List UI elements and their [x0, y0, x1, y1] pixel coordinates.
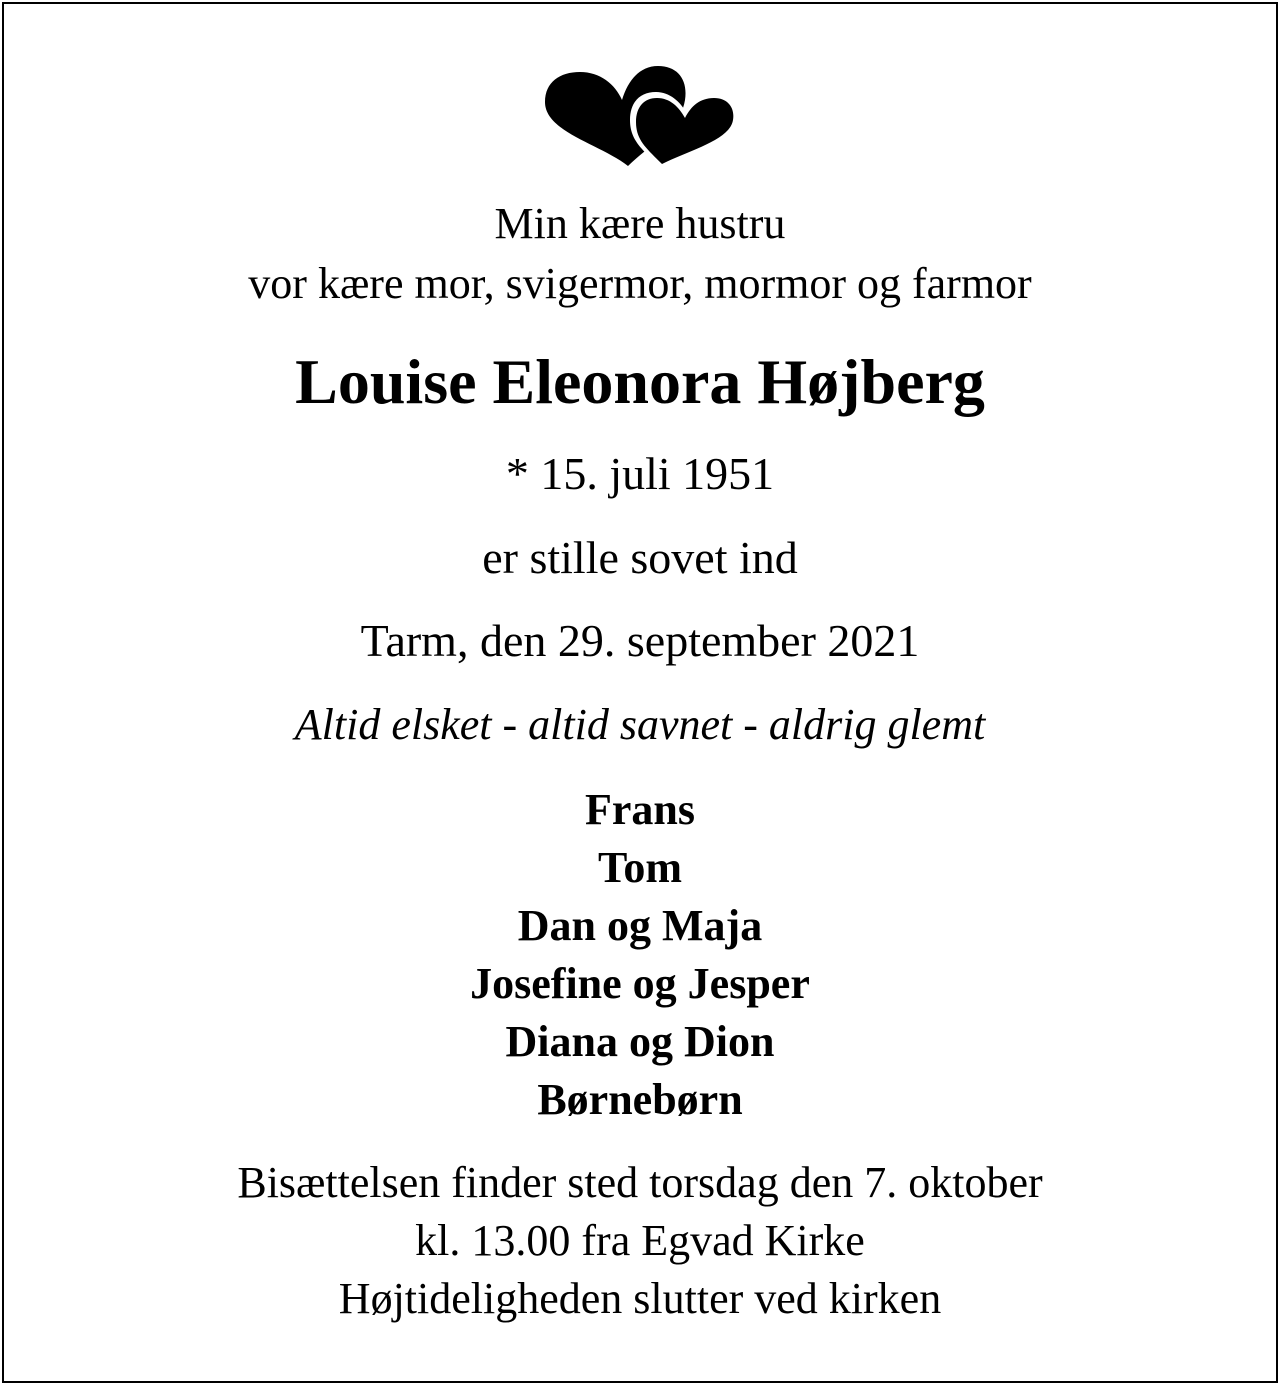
- family-member: Josefine og Jesper: [470, 959, 810, 1008]
- birth-date: * 15. juli 1951: [505, 448, 775, 499]
- passing-text: er stille sovet ind: [482, 532, 798, 583]
- intro-line-2: vor kære mor, svigermor, mormor og farmor: [248, 259, 1032, 308]
- intro-line-1: Min kære hustru: [494, 199, 786, 248]
- family-member: Tom: [598, 843, 682, 892]
- motto: Altid elsket - altid savnet - aldrig glemt: [294, 700, 986, 749]
- family-member: Frans: [585, 785, 695, 834]
- double-hearts-icon: [540, 62, 740, 170]
- place-and-date: Tarm, den 29. september 2021: [360, 615, 920, 666]
- family-member: Børnebørn: [537, 1075, 743, 1124]
- service-line-2: kl. 13.00 fra Egvad Kirke: [415, 1216, 865, 1265]
- family-member: Diana og Dion: [505, 1017, 775, 1066]
- service-line-3: Højtideligheden slutter ved kirken: [338, 1274, 942, 1323]
- deceased-name: Louise Eleonora Højberg: [295, 346, 985, 417]
- family-member: Dan og Maja: [517, 901, 763, 950]
- service-line-1: Bisættelsen finder sted torsdag den 7. oktober: [237, 1158, 1043, 1207]
